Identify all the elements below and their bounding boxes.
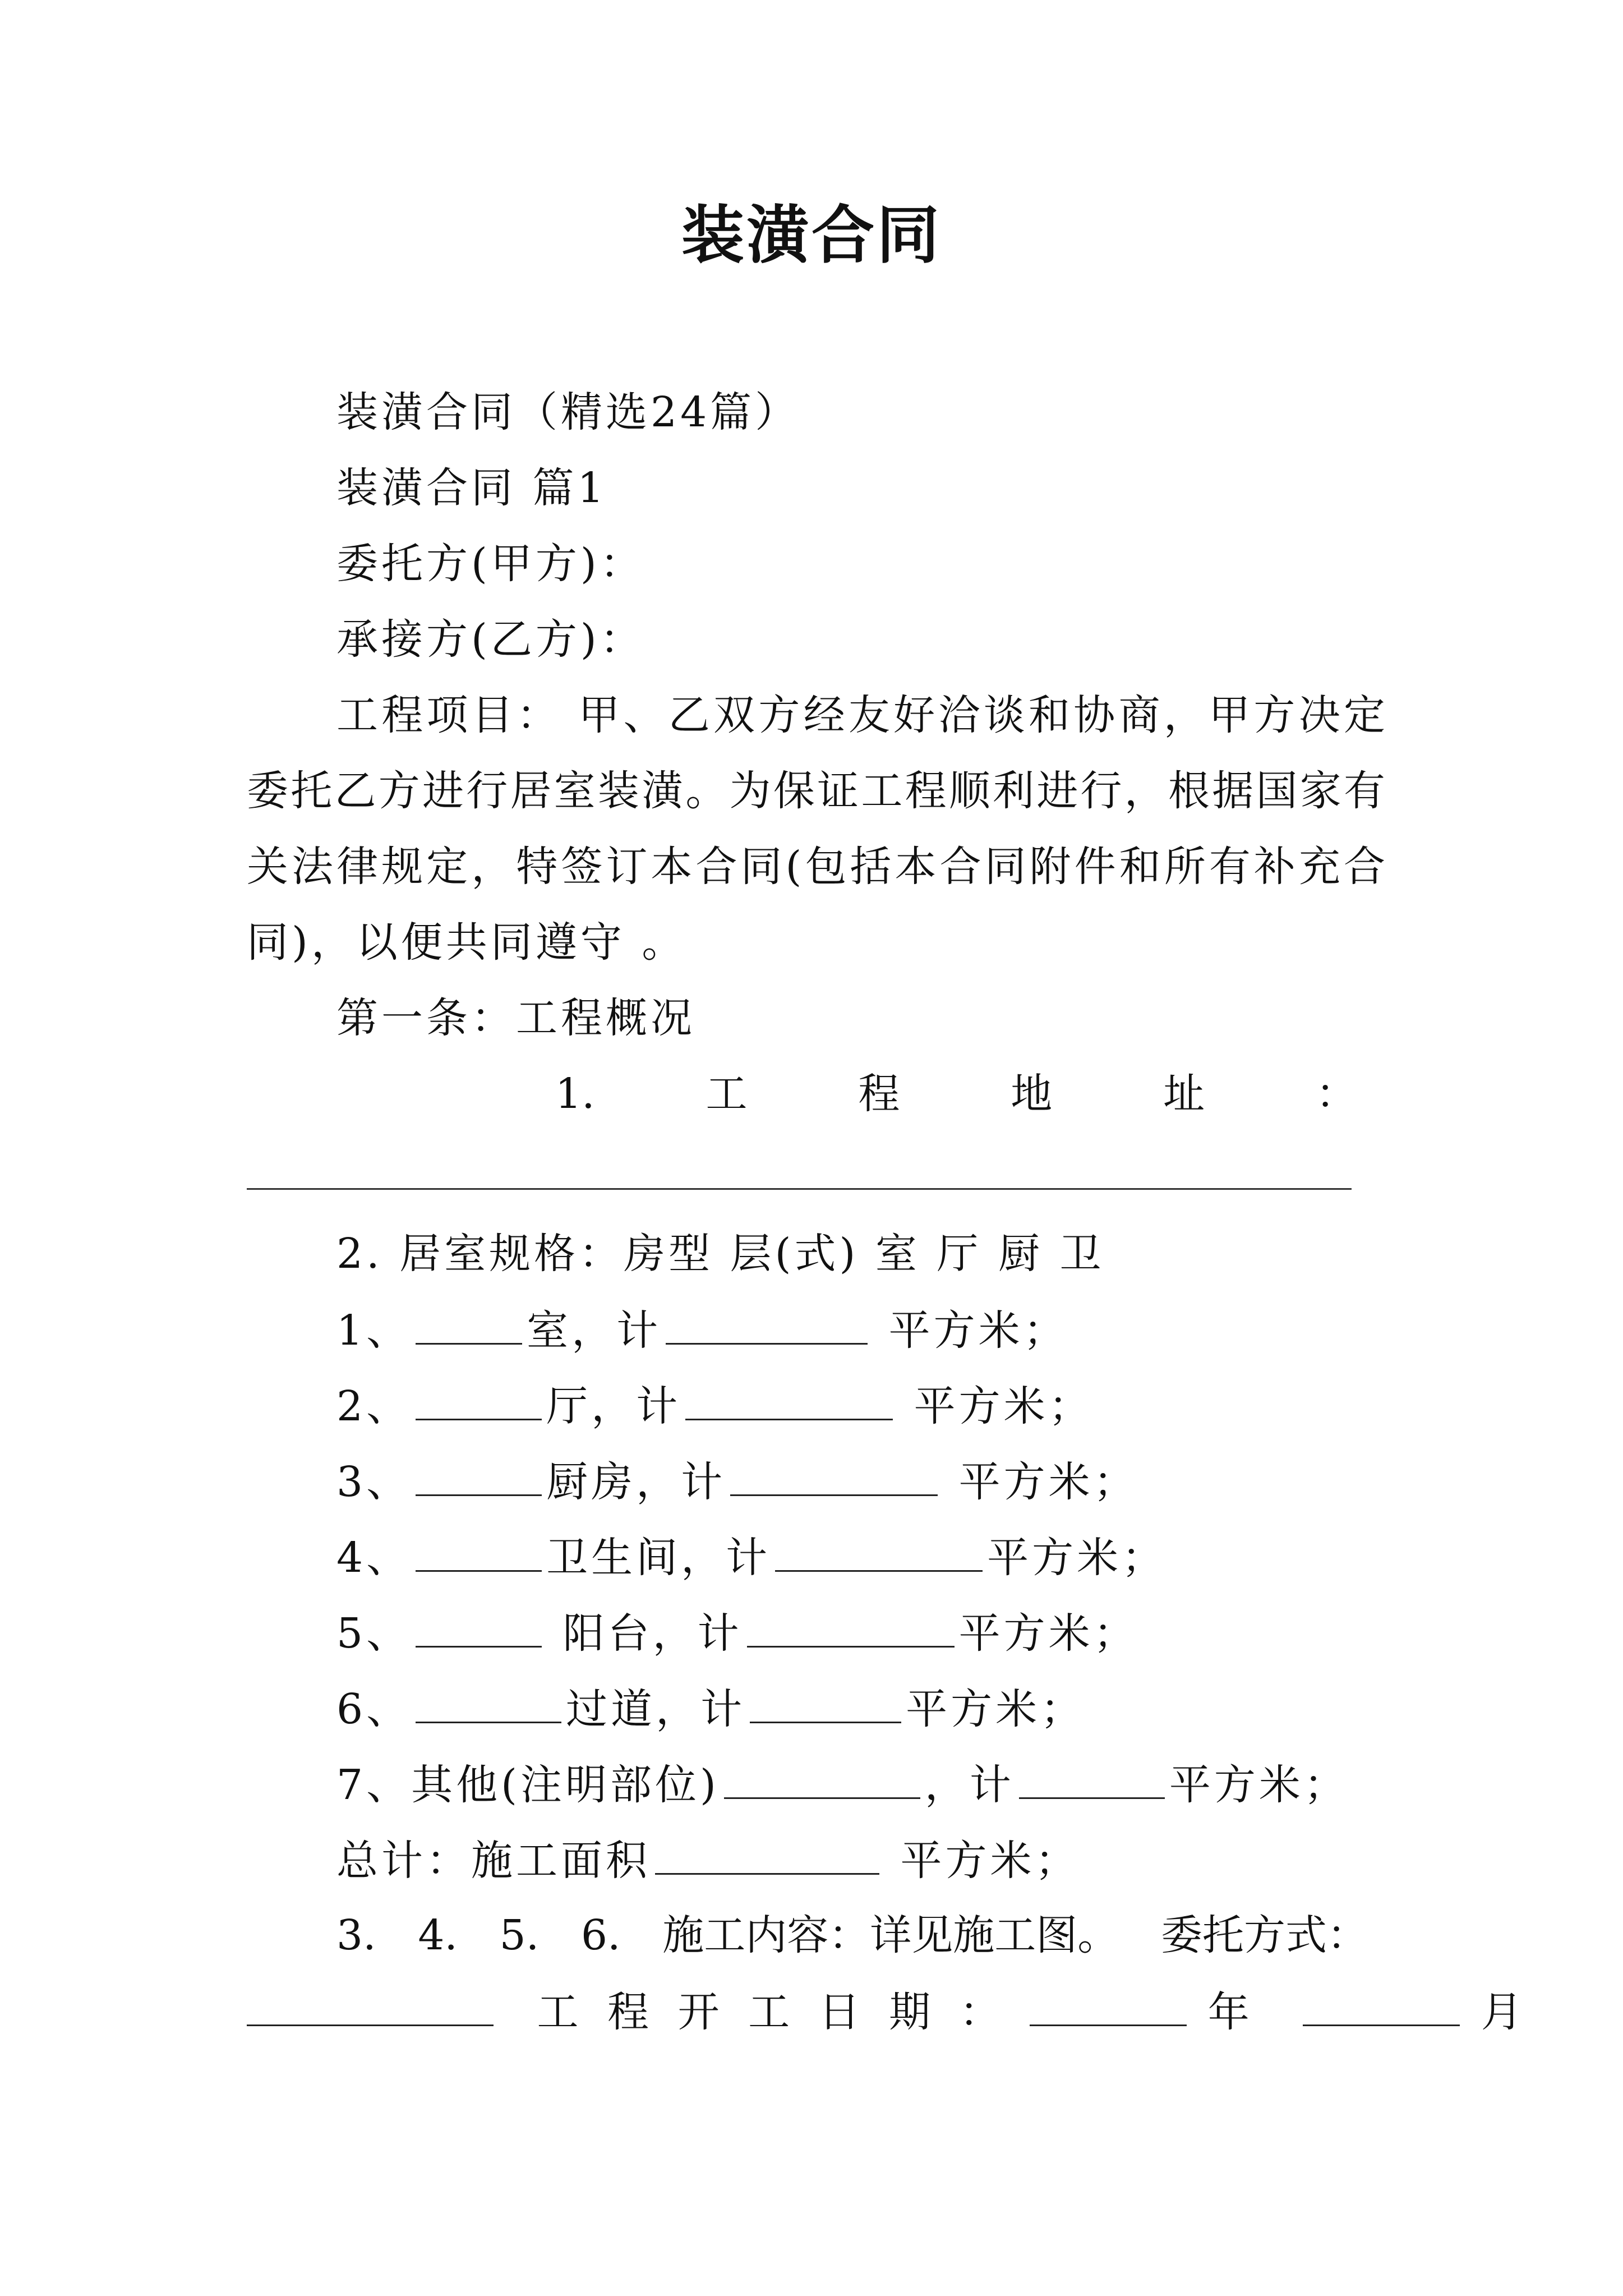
fill-blank (775, 1529, 983, 1572)
fill-blank (666, 1301, 868, 1345)
fill-blank (750, 1680, 901, 1723)
intro-line-1: 工程项目： 甲、乙双方经友好洽谈和协商，甲方决定 (336, 691, 1385, 739)
fill-blank (247, 1983, 494, 2026)
start-date-row: 工 程 开 工 日 期 ： 年 月 (247, 1983, 1526, 2040)
room-row-3: 3、 厨房，计 平方米； (336, 1453, 1138, 1510)
fill-blank (724, 1756, 920, 1799)
fill-blank (1019, 1756, 1165, 1799)
total-row: 总计：施工面积 平方米； (336, 1832, 1080, 1889)
address-blank-line (247, 1188, 1352, 1190)
party-a-label: 委托方(甲方)： (336, 540, 645, 588)
intro-line-4: 同)，以便共同遵守 。 (247, 918, 687, 967)
other-row: 7、其他(注明部位) ，计 平方米； (336, 1756, 1349, 1813)
party-b-label: 承接方(乙方)： (336, 615, 645, 664)
address-num: 1. (555, 1070, 595, 1118)
room-row-1: 1、 室，计 平方米； (336, 1301, 1068, 1359)
room-row-2: 2、 厅，计 平方米； (336, 1377, 1094, 1434)
room-spec-line: 2. 居室规格：房型 层(式) 室 厅 厨 卫 (336, 1230, 1105, 1278)
content-line: 3. 4. 5. 6. 施工内容：详见施工图。 委托方式： (336, 1911, 1368, 1959)
fill-blank (1303, 1983, 1460, 2026)
fill-blank (416, 1301, 522, 1345)
document-title: 装潢合同 (681, 199, 942, 272)
fill-blank (685, 1377, 893, 1420)
room-row-6: 6、 过道，计 平方米； (336, 1680, 1085, 1737)
fill-blank (416, 1377, 542, 1420)
fill-blank (655, 1832, 879, 1875)
article-1-heading: 第一条：工程概况 (336, 994, 695, 1042)
section-heading: 装潢合同 篇1 (336, 464, 607, 512)
subtitle: 装潢合同（精选24篇） (336, 388, 800, 436)
fill-blank (416, 1453, 542, 1496)
fill-blank (730, 1453, 938, 1496)
fill-blank (416, 1604, 542, 1648)
fill-blank (416, 1680, 561, 1723)
fill-blank (1030, 1983, 1187, 2026)
fill-blank (747, 1604, 955, 1648)
address-label: 1. 工 程 地 址 ： (555, 1066, 1357, 1122)
intro-line-2: 委托乙方进行居室装潢。为保证工程顺利进行，根据国家有 (247, 767, 1385, 815)
fill-blank (416, 1529, 542, 1572)
intro-line-3: 关法律规定，特签订本合同(包括本合同附件和所有补充合 (247, 843, 1385, 891)
room-row-5: 5、 阳台，计 平方米； (336, 1604, 1138, 1662)
room-row-4: 4、 卫生间，计 平方米； (336, 1529, 1166, 1586)
